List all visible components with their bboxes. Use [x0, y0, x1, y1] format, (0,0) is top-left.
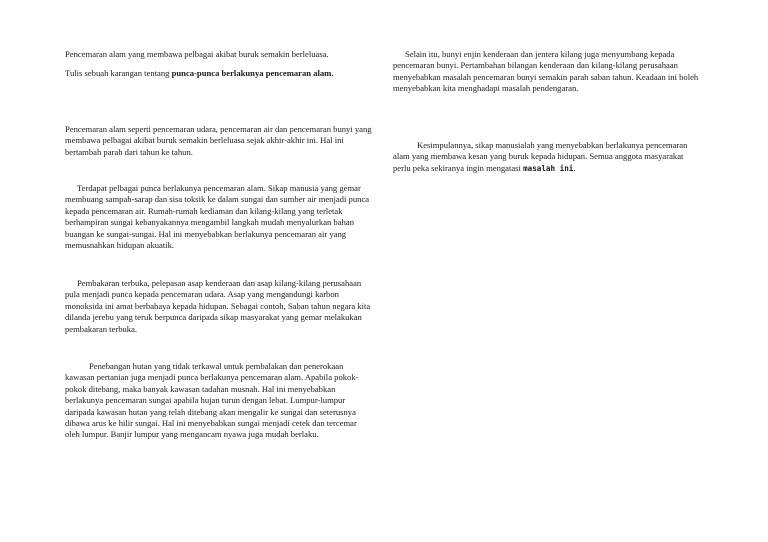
- paragraph-deforestation: Penebangan hutan yang tidak terkawal untuk pembalakan dan penerokaan kawasan pertanian juga menjadi punca berlakunya pencemaran alam. Apabila pokok-pokok ditebang, maka banyak kawasan tadahan musnah. Hal ini menyebabkan berlakunya pencemaran sungai apabila hujan turun dengan lebat. Lumpur-lumpur daripada kawasan hutan yang telah ditebang akan mengalir ke sungai dan seterusnya dibawa arus ke hilir sungai. Hal ini menyebabkan sungai menjadi cetek dan tercemar oleh lumpur. Banjir lumpur yang mengancam nyawa juga mudah berlaku.: [65, 361, 359, 440]
- task-prefix: Tulis sebuah karangan tentang: [65, 68, 172, 78]
- conclusion-text: Kesimpulannya, sikap manusialah yang menyebabkan berlakunya pencemaran alam yang membawa kesan yang buruk kepada hidupan. Semua anggota masyarakat perlu peka sekiranya ingin mengatasi: [393, 140, 688, 173]
- intro-line: Pencemaran alam yang membawa pelbagai akibat buruk semakin berleluasa.: [65, 49, 329, 59]
- task-line: [65, 68, 375, 79]
- paragraph-water-pollution: Terdapat pelbagai punca berlakunya pencemaran alam. Sikap manusia yang gemar membuang sampah-sarap dan sisa toksik ke dalam sungai dan sumber air menjadi punca kepada pencemaran air. Rumah-rumah kediaman dan kilang-kilang yang terletak berhampiran sungai kebanyakannya mengambil langkah mudah menyalurkan bahan buangan ke sungai-sungai. Hal ini menyebabkan berlakunya pencemaran air yang memusnahkan hidupan akuatik.: [65, 183, 370, 251]
- paragraph-air-pollution: Pembakaran terbuka, pelepasan asap kenderaan dan asap kilang-kilang perusahaan pula menjadi punca kepada pencemaran udara. Asap yang mengandungi karbon monoksida ini amat berbahaya kepada hidupan. Sebagai contoh, Saban tahun negara kita dilanda jerebu yang teruk berpunca daripada sikap masyarakat yang gemar melakukan pembakaran terbuka.: [65, 278, 371, 334]
- conclusion-emphasis: masalah ini: [523, 163, 574, 173]
- paragraph-conclusion: [393, 140, 703, 174]
- conclusion-end: .: [573, 162, 576, 173]
- task-topic: punca-punca berlakunya pencemaran alam.: [171, 68, 334, 78]
- paragraph-introduction: Pencemaran alam seperti pencemaran udara, pencemaran air dan pencemaran bunyi yang membawa pelbagai akibat buruk semakin berleluasa sejak akhir-akhir ini. Hal ini bertambah parah dari tahun ke tahun.: [65, 124, 372, 157]
- paragraph-noise-pollution: Selain itu, bunyi enjin kenderaan dan jentera kilang juga menyumbang kepada pencemaran bunyi. Pertambahan bilangan kenderaan dan kilang-kilang perusahaan menyebabkan masalah pencemaran bunyi semakin parah saban tahun. Keadaan ini boleh menyebabkan kita menghadapi masalah pendengaran.: [393, 49, 699, 94]
